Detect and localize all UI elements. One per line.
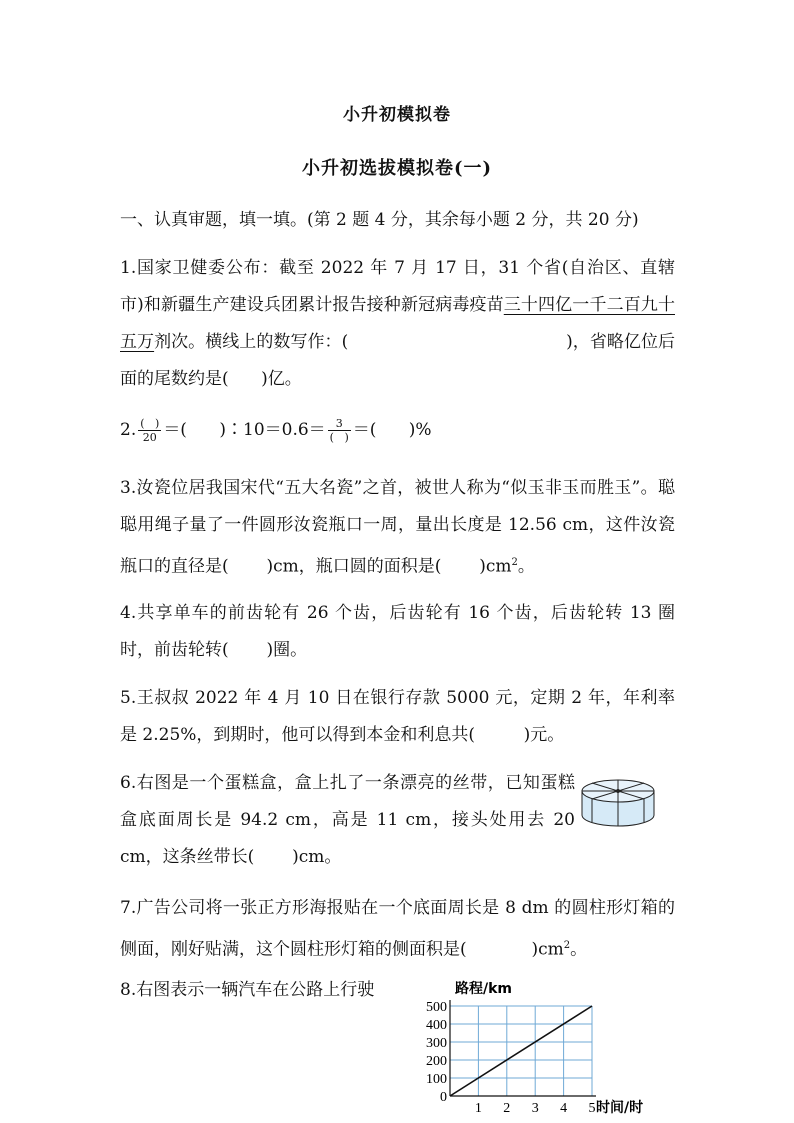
- question-8: 8.右图表示一辆汽车在公路上行驶: [120, 980, 375, 1000]
- q2-fraction-1: [138, 417, 161, 444]
- question-4: 4.共享单车的前齿轮有 26 个齿，后齿轮有 16 个齿，后齿轮转 13 圈时，前齿轮转( )圈。: [120, 603, 675, 660]
- y-axis-label: 路程/km: [455, 981, 513, 997]
- q1-text-d: )亿。: [261, 369, 302, 389]
- q2-frac2-den[interactable]: ( ): [329, 431, 349, 444]
- q1-blank-a[interactable]: [348, 332, 566, 352]
- question-2: [120, 412, 675, 449]
- distance-line: [450, 1006, 592, 1096]
- question-1: [120, 250, 675, 398]
- question-3: [120, 470, 675, 586]
- question-7: [120, 890, 675, 969]
- q7-text-a: 7.广告公司将一张正方形海报贴在一个底面周长是 8 dm 的圆柱形灯箱的侧面，刚好贴满，这个圆柱形灯箱的侧面积是( )cm: [120, 898, 675, 960]
- q7-text-b: 。: [570, 939, 588, 960]
- exam-subtitle: 小升初选拔模拟卷(一): [301, 158, 493, 179]
- section-heading: 一、认真审题，填一填。(第 2 题 4 分，其余每小题 2 分，共 20 分): [120, 210, 639, 230]
- x-tick-label: 2: [503, 1101, 511, 1116]
- q3-text-d: 。: [517, 556, 535, 577]
- y-tick-label: 200: [426, 1054, 447, 1069]
- x-axis-label: 时间/时: [596, 1100, 644, 1116]
- y-tick-label: 0: [440, 1090, 447, 1105]
- y-tick-label: 300: [426, 1036, 447, 1051]
- q1-text-a: 1.国家卫健委公布：截至 2022 年 7 月 17 日，31 个省(自治区、直辖市)和新疆生产建设兵团累计报告接种新冠病毒疫苗: [120, 258, 675, 315]
- q7-sup: 2: [563, 940, 571, 951]
- x-tick-label: 3: [531, 1101, 539, 1116]
- q1-underlined-number: 三十四亿一千二百九十五万: [120, 295, 675, 352]
- page-title: 小升初模拟卷: [343, 105, 451, 125]
- q1-text-c: )，省略亿位后面的尾数约是(: [120, 332, 676, 389]
- q2-frac1-den: 20: [142, 431, 157, 444]
- q2-prefix: 2.: [120, 420, 137, 440]
- y-tick-label: 100: [426, 1072, 447, 1087]
- cake-box-figure: [578, 775, 658, 831]
- x-tick-label: 1: [474, 1101, 482, 1116]
- question-6: 6.右图是一个蛋糕盒，盒上扎了一条漂亮的丝带，已知蛋糕盒底面周长是 94.2 cm，高是 11 cm，接头处用去 20 cm，这条丝带长( )cm。: [120, 773, 575, 867]
- y-tick-label: 400: [426, 1018, 447, 1033]
- q3-text-b: )cm，瓶口圆的面积是(: [266, 556, 442, 577]
- q2-frac2-num: 3: [328, 417, 351, 431]
- q2-fraction-2: [328, 417, 351, 444]
- distance-time-graph: [400, 978, 670, 1118]
- q2-mid-1: ＝( )∶10＝0.6＝: [163, 420, 326, 440]
- y-tick-label: 500: [426, 1000, 447, 1015]
- q2-frac1-num[interactable]: ( ): [140, 417, 160, 430]
- q3-text-a: 3.汝瓷位居我国宋代“五大名瓷”之首，被世人称为“似玉非玉而胜玉”。聪聪用绳子量了一件圆形汝瓷瓶口一周，量出长度是 12.56 cm，这件汝瓷瓶口的直径是(: [120, 478, 675, 577]
- x-tick-label: 5: [588, 1101, 596, 1116]
- q3-text-c: )cm: [479, 556, 512, 577]
- q1-text-b: 剂次。横线上的数写作：(: [154, 332, 349, 352]
- question-5: 5.王叔叔 2022 年 4 月 10 日在银行存款 5000 元，定期 2 年，年利率是 2.25%，到期时，他可以得到本金和利息共( )元。: [120, 688, 675, 745]
- x-tick-label: 4: [560, 1101, 568, 1116]
- q3-sup: 2: [511, 557, 518, 568]
- q2-mid-2: ＝( )%: [352, 420, 432, 440]
- q1-blank-b[interactable]: [229, 369, 261, 389]
